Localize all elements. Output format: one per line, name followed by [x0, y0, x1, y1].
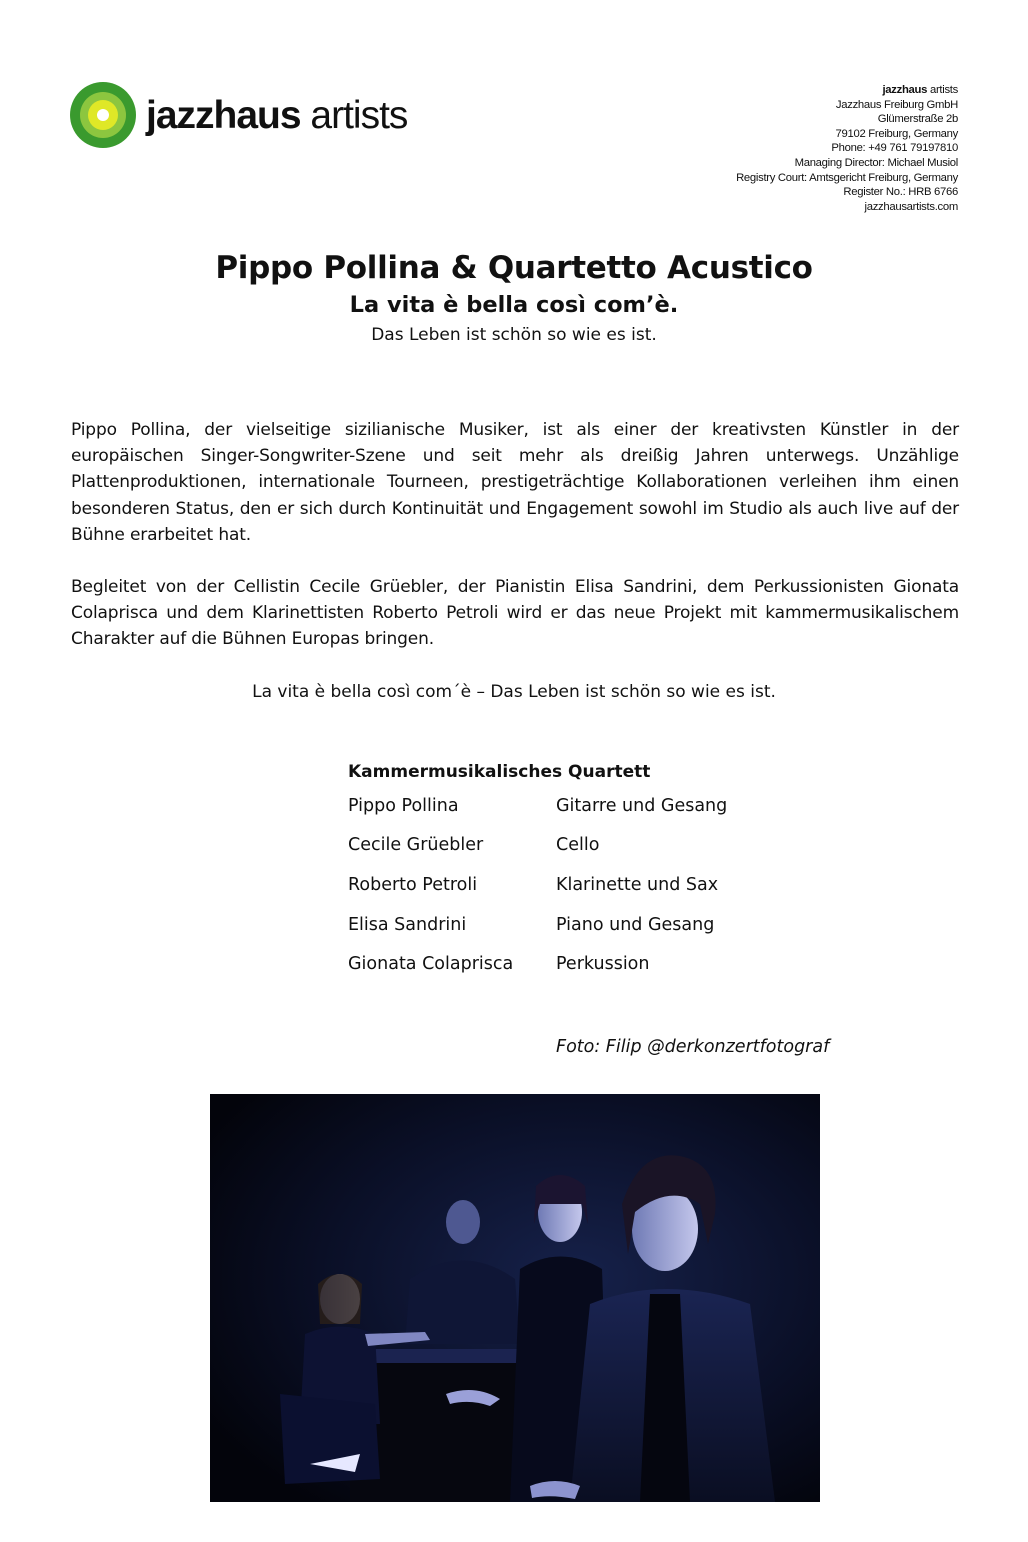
member-name: Gionata Colaprisca [348, 954, 514, 975]
jazzhaus-logo[interactable] [70, 82, 407, 148]
concentric-circles-icon [70, 82, 136, 148]
logo-brand-bold: jazzhaus [146, 93, 301, 137]
address-website[interactable]: jazzhausartists.com [864, 200, 958, 213]
page-subtitle: La vita è bella così com’è. [349, 292, 679, 318]
member-name: Cecile Grüebler [348, 835, 484, 856]
member-role: Cello [556, 835, 600, 856]
address-line: Register No.: HRB 6766 [843, 186, 958, 199]
lineup-row [348, 826, 816, 866]
member-name: Pippo Pollina [348, 795, 459, 816]
member-role: Gitarre und Gesang [556, 795, 728, 816]
lineup-row [348, 905, 816, 945]
address-company-light: artists [929, 84, 958, 96]
company-address [736, 83, 958, 214]
address-company [736, 83, 958, 98]
member-role: Perkussion [556, 954, 650, 975]
logo-brand-light: artists [310, 93, 408, 137]
address-company-bold: jazzhaus [882, 84, 928, 96]
intro-paragraph: Pippo Pollina, der vielseitige sizilianische Musiker, ist als einer der kreativsten Künstler in der europäischen Singer-Songwriter-Szene und seit mehr als dreißig Jahren unterwegs. Unzählige Plattenproduktionen, internationale Tourneen, prestigeträchtige Kollaborationen verleihen ihm einen besonderen Status, den er sich durch Kontinuität und Engagement sowohl im Studio als auch live auf der Bühne erarbeitet hat. [71, 420, 959, 545]
address-line: Registry Court: Amtsgericht Freiburg, Germany [736, 171, 958, 184]
member-role: Klarinette und Sax [556, 874, 719, 895]
address-line: Glümerstraße 2b [877, 113, 958, 126]
address-line: Jazzhaus Freiburg GmbH [835, 98, 958, 111]
address-line: Managing Director: Michael Musiol [794, 156, 958, 169]
member-name: Elisa Sandrini [348, 914, 467, 935]
band-photo-illustration [210, 1094, 820, 1502]
photo-credit: Foto: Filip @derkonzertfotograf [556, 1037, 830, 1057]
lineup-row [348, 865, 816, 905]
member-name: Roberto Petroli [348, 874, 478, 895]
tagline: La vita è bella così com´è – Das Leben ist schön so wie es ist. [252, 682, 776, 702]
title-block [0, 248, 1028, 346]
subtitle-translation: Das Leben ist schön so wie es ist. [371, 325, 657, 345]
address-line: 79102 Freiburg, Germany [835, 127, 958, 140]
ensemble-paragraph: Begleitet von der Cellistin Cecile Grüebler, der Pianistin Elisa Sandrini, dem Perkussionisten Gionata Colaprisca und dem Klarinettisten Roberto Petroli wird er das neue Projekt mit kammermusikalischem Charakter auf die Bühnen Europas bringen. [71, 577, 959, 650]
page-title: Pippo Pollina & Quartetto Acustico [215, 250, 813, 286]
lineup-heading: Kammermusikalisches Quartett [348, 762, 651, 782]
lineup-row [348, 944, 816, 984]
band-photo [210, 1094, 820, 1502]
lineup-row [348, 786, 816, 826]
lineup-table [348, 758, 816, 984]
member-role: Piano und Gesang [556, 914, 715, 935]
logo-wordmark [146, 93, 408, 137]
address-phone: Phone: +49 761 79197810 [831, 142, 958, 155]
